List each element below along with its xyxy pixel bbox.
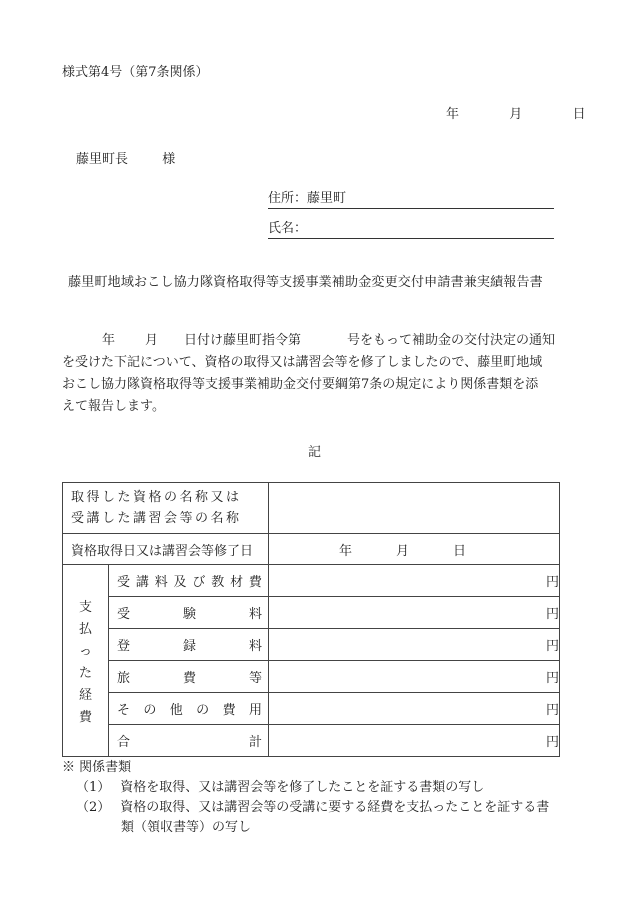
yen-unit: 円 [545, 575, 559, 590]
label-char: 料 [249, 607, 263, 622]
label-char: 旅 [117, 671, 131, 686]
qualification-label-a: 取得した資格の名称又は [71, 490, 242, 505]
label-char: 用 [248, 703, 262, 718]
completion-date-label: 資格取得日又は講習会等修了日 [63, 534, 269, 565]
expense-label-text [109, 699, 268, 718]
label-char: 費 [183, 671, 197, 686]
label-char: の [196, 703, 210, 718]
expense-row [63, 629, 560, 661]
label-char: 受 [117, 607, 131, 622]
expense-amount[interactable] [269, 629, 560, 661]
completion-date-row [63, 534, 560, 565]
date-day: 日 [572, 107, 586, 122]
date-line [446, 108, 586, 121]
body-year: 年 [102, 333, 116, 348]
group-char: っ [78, 643, 92, 659]
label-char: の [143, 703, 157, 718]
expense-row [63, 565, 560, 597]
yen-unit: 円 [545, 703, 559, 718]
address-field[interactable] [268, 192, 554, 209]
label-char: び [192, 575, 206, 590]
expense-label [109, 693, 269, 725]
completion-day: 日 [453, 543, 467, 559]
form-number: 様式第4号（第7条関係） [62, 65, 209, 80]
address-label: 住所：藤里町 [268, 191, 347, 206]
note-item-2-cont: 類（領収書等）の写し [121, 820, 252, 835]
label-char: 受 [117, 575, 131, 590]
body-month: 月 [145, 333, 159, 348]
group-char: 払 [78, 621, 92, 637]
label-char: 講 [135, 575, 149, 590]
addressee-honorific: 様 [162, 152, 176, 167]
ki-label: 記 [308, 445, 322, 460]
total-amount[interactable] [269, 725, 560, 757]
label-char: 計 [249, 735, 263, 750]
date-year: 年 [446, 107, 460, 122]
label-char: 費 [222, 703, 236, 718]
date-month: 月 [509, 107, 523, 122]
label-char: 験 [183, 607, 197, 622]
group-char: 経 [78, 688, 92, 704]
label-char: 登 [117, 639, 131, 654]
label-char: 及 [173, 575, 187, 590]
notes-heading: ※ 関係書類 [62, 760, 132, 775]
expense-table [62, 482, 560, 757]
body-line-1 [62, 330, 570, 352]
expense-amount[interactable] [269, 597, 560, 629]
expense-label-text [109, 571, 268, 590]
completion-date-input[interactable] [269, 534, 560, 565]
expense-label-text [109, 603, 268, 622]
expense-amount[interactable] [269, 661, 560, 693]
note-text: 資格の取得、又は講習会等の受講に要する経費を支払ったことを証する書 [120, 800, 550, 815]
expense-label-text [109, 667, 268, 686]
note-text: 資格を取得、又は講習会等を修了したことを証する書類の写し [120, 780, 485, 795]
expense-label [109, 597, 269, 629]
body-paragraph [62, 330, 570, 418]
completion-month: 月 [396, 543, 410, 559]
qualification-name-input[interactable] [269, 483, 560, 534]
expense-row [63, 597, 560, 629]
label-char: そ [117, 703, 131, 718]
addressee [76, 153, 175, 166]
body-line-4: えて報告します。 [62, 399, 165, 414]
label-char: 教 [211, 575, 225, 590]
label-char: 等 [249, 671, 263, 686]
expense-label [109, 565, 269, 597]
note-item-1 [62, 778, 549, 798]
yen-unit: 円 [545, 639, 559, 654]
name-label: 氏名： [268, 221, 308, 236]
qualification-name-row [63, 483, 560, 534]
qualification-name-label [63, 483, 269, 534]
note-item-2 [62, 798, 549, 818]
label-char: 料 [249, 639, 263, 654]
body-line-3: おこし協力隊資格取得等支援事業補助金交付要綱第7条の規定により関係書類を添 [62, 377, 539, 392]
body-end: 号をもって補助金の交付決定の通知 [347, 333, 556, 348]
expense-row [63, 661, 560, 693]
group-char: 支 [78, 599, 92, 615]
expense-label-text [109, 635, 268, 654]
expense-label [109, 629, 269, 661]
expense-amount[interactable] [269, 565, 560, 597]
note-num: （2） [76, 800, 111, 815]
related-documents [62, 758, 549, 838]
expense-label [109, 661, 269, 693]
addressee-name: 藤里町長 [76, 152, 129, 167]
expense-group-label [63, 565, 109, 757]
label-char: 料 [154, 575, 168, 590]
total-label [109, 725, 269, 757]
body-mid: 日付け藤里町指令第 [184, 333, 302, 348]
document-title: 藤里町地域おこし協力隊資格取得等支援事業補助金変更交付申請書兼実績報告書 [68, 275, 543, 290]
yen-unit: 円 [545, 671, 559, 686]
expense-label-text [109, 731, 268, 750]
body-line-2: を受けた下記について、資格の取得又は講習会等を修了しましたので、藤里町地域 [62, 355, 543, 370]
label-char: 合 [117, 735, 131, 750]
label-char: 材 [230, 575, 244, 590]
note-num: （1） [76, 780, 111, 795]
qualification-label-b: 受講した講習会等の名称 [71, 511, 242, 526]
label-char: 他 [169, 703, 183, 718]
label-char: 録 [183, 639, 197, 654]
total-row [63, 725, 560, 757]
expense-row [63, 693, 560, 725]
name-field[interactable] [268, 222, 554, 239]
yen-unit: 円 [545, 735, 559, 750]
completion-year: 年 [339, 543, 353, 559]
label-char: 費 [248, 575, 262, 590]
group-char: た [78, 666, 92, 682]
group-char: 費 [78, 710, 92, 726]
yen-unit: 円 [545, 607, 559, 622]
expense-amount[interactable] [269, 693, 560, 725]
